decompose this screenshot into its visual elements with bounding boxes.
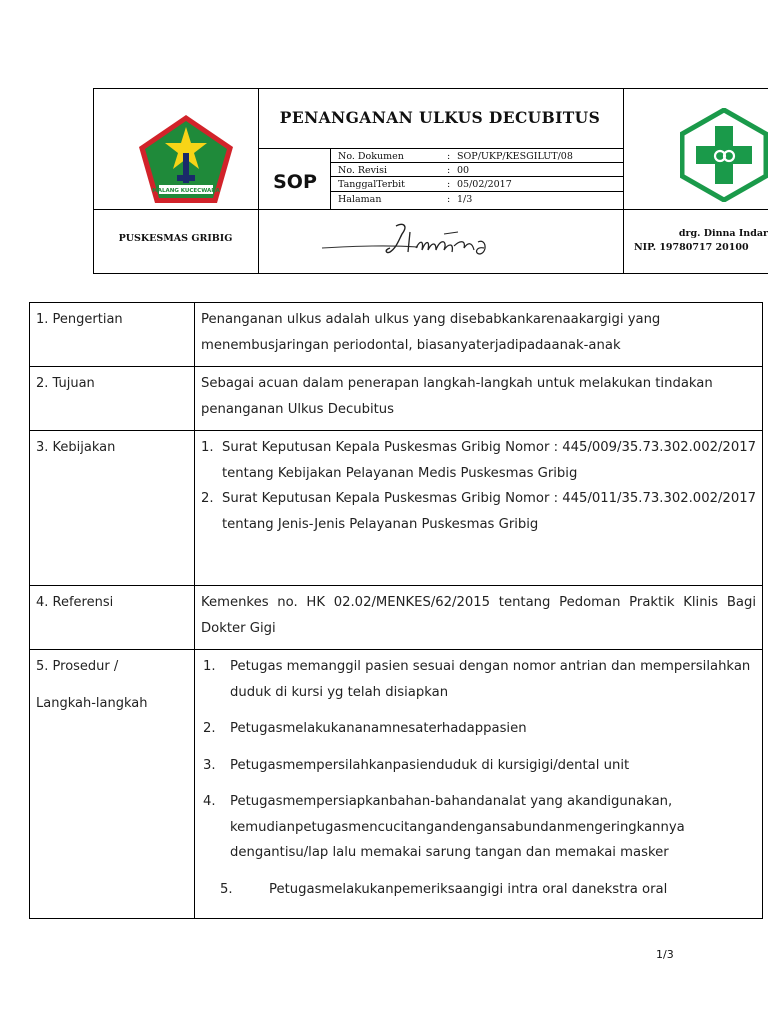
step-text: Petugas memanggil pasien sesuai dengan nomor antrian dan mempersilahkan duduk di kursi yg telah disiapkan (230, 659, 751, 700)
meta-key: No. Revisi (338, 165, 387, 176)
sop-label: SOP (273, 171, 317, 193)
head-doctor-name: drg. Dinna Indar (678, 228, 768, 239)
table-row (30, 303, 762, 367)
meta-line-3 (330, 191, 623, 192)
row-label: 4. Referensi (36, 595, 114, 610)
head-doctor-nip: NIP. 19780717 20100 (634, 242, 749, 253)
list-item (201, 435, 756, 486)
step-text: Petugasmelakukananamnesaterhadappasien (230, 721, 527, 736)
meta-row (331, 193, 622, 206)
row-label: 2. Tujuan (36, 376, 95, 391)
table-row (30, 650, 762, 918)
row-label-line: Langkah-langkah (36, 695, 148, 711)
step-number: 5. (220, 881, 233, 897)
step-text: Petugasmempersilahkanpasienduduk di kursigigi/dental unit (230, 757, 630, 773)
list-number: 1. (201, 440, 214, 455)
step-number: 3. (203, 757, 216, 773)
table-row (30, 367, 762, 431)
row-label-line: 5. Prosedur / (36, 659, 119, 674)
row-list (201, 435, 756, 537)
list-item (201, 486, 756, 537)
procedure-step (201, 654, 757, 705)
sop-content-table (29, 302, 763, 919)
meta-value: 05/02/2017 (457, 179, 512, 190)
step-number: 4. (203, 794, 216, 809)
list-number: 2. (201, 491, 214, 506)
header-hline-title (258, 148, 623, 149)
row-text: Penanganan ulkus adalah ulkus yang disebabkankarenaakargigi yang menembusjaringan periodontal, biasanyaterjadipadaanak-anak (201, 312, 661, 353)
step-number: 1. (203, 659, 216, 674)
list-text: Surat Keputusan Kepala Puskesmas Gribig Nomor : 445/009/35.73.302.002/2017 tentang Kebijakan Pelayanan Medis Puskesmas Gribig (222, 440, 756, 481)
row-label (36, 654, 186, 716)
step-number: 2. (203, 721, 216, 736)
procedure-list (201, 654, 757, 913)
puskesmas-name: PUSKESMAS GRIBIG (118, 233, 233, 244)
procedure-step (201, 789, 757, 866)
header-divider-2 (623, 88, 624, 274)
meta-colon: : (447, 194, 451, 205)
header-border-left (93, 88, 94, 274)
table-row (30, 431, 762, 586)
emblem-motto: MALANG KUCECWARA (152, 188, 220, 194)
row-label: 3. Kebijakan (36, 440, 116, 455)
row-text: Kemenkes no. HK 02.02/MENKES/62/2015 tentang Pedoman Praktik Klinis Bagi Dokter Gigi (201, 595, 756, 636)
procedure-step (201, 716, 757, 742)
row-text: Sebagai acuan dalam penerapan langkah-langkah untuk melakukan tindakan penanganan Ulkus Decubitus (201, 376, 713, 417)
meta-row (331, 150, 622, 163)
header-border-top (93, 88, 768, 89)
puskesmas-cross-logo-icon (680, 108, 768, 202)
header-border-bottom (93, 273, 768, 274)
meta-key: No. Dokumen (338, 151, 404, 162)
meta-colon: : (447, 165, 451, 176)
list-text: Surat Keputusan Kepala Puskesmas Gribig Nomor : 445/011/35.73.302.002/2017 tentang Jenis-Jenis Pelayanan Puskesmas Gribig (222, 491, 756, 532)
meta-value: 1/3 (457, 194, 473, 205)
malang-city-emblem-icon (137, 113, 235, 205)
meta-key: Halaman (338, 194, 382, 205)
meta-value: 00 (457, 165, 470, 176)
table-row (30, 586, 762, 650)
step-text: Petugasmelakukanpemeriksaangigi intra oral danekstra oral (269, 881, 668, 897)
procedure-step (201, 753, 757, 779)
document-title: PENANGANAN ULKUS DECUBITUS (279, 108, 601, 127)
meta-colon: : (447, 151, 451, 162)
page-number: 1/3 (656, 948, 674, 961)
meta-value: SOP/UKP/KESGILUT/08 (457, 151, 573, 162)
meta-colon: : (447, 179, 451, 190)
header-hline-main (93, 209, 768, 210)
meta-row (331, 178, 622, 191)
meta-row (331, 164, 622, 177)
step-text: Petugasmempersiapkanbahan-bahandanalat yang akandigunakan, kemudianpetugasmencucitangandengansabundanmengeringkannya dengantisu/lap lalu memakai sarung tangan dan memakai masker (230, 794, 685, 860)
meta-key: TanggalTerbit (338, 179, 405, 190)
signature-icon (318, 212, 518, 268)
procedure-step (201, 877, 757, 903)
row-label: 1. Pengertian (36, 312, 123, 327)
